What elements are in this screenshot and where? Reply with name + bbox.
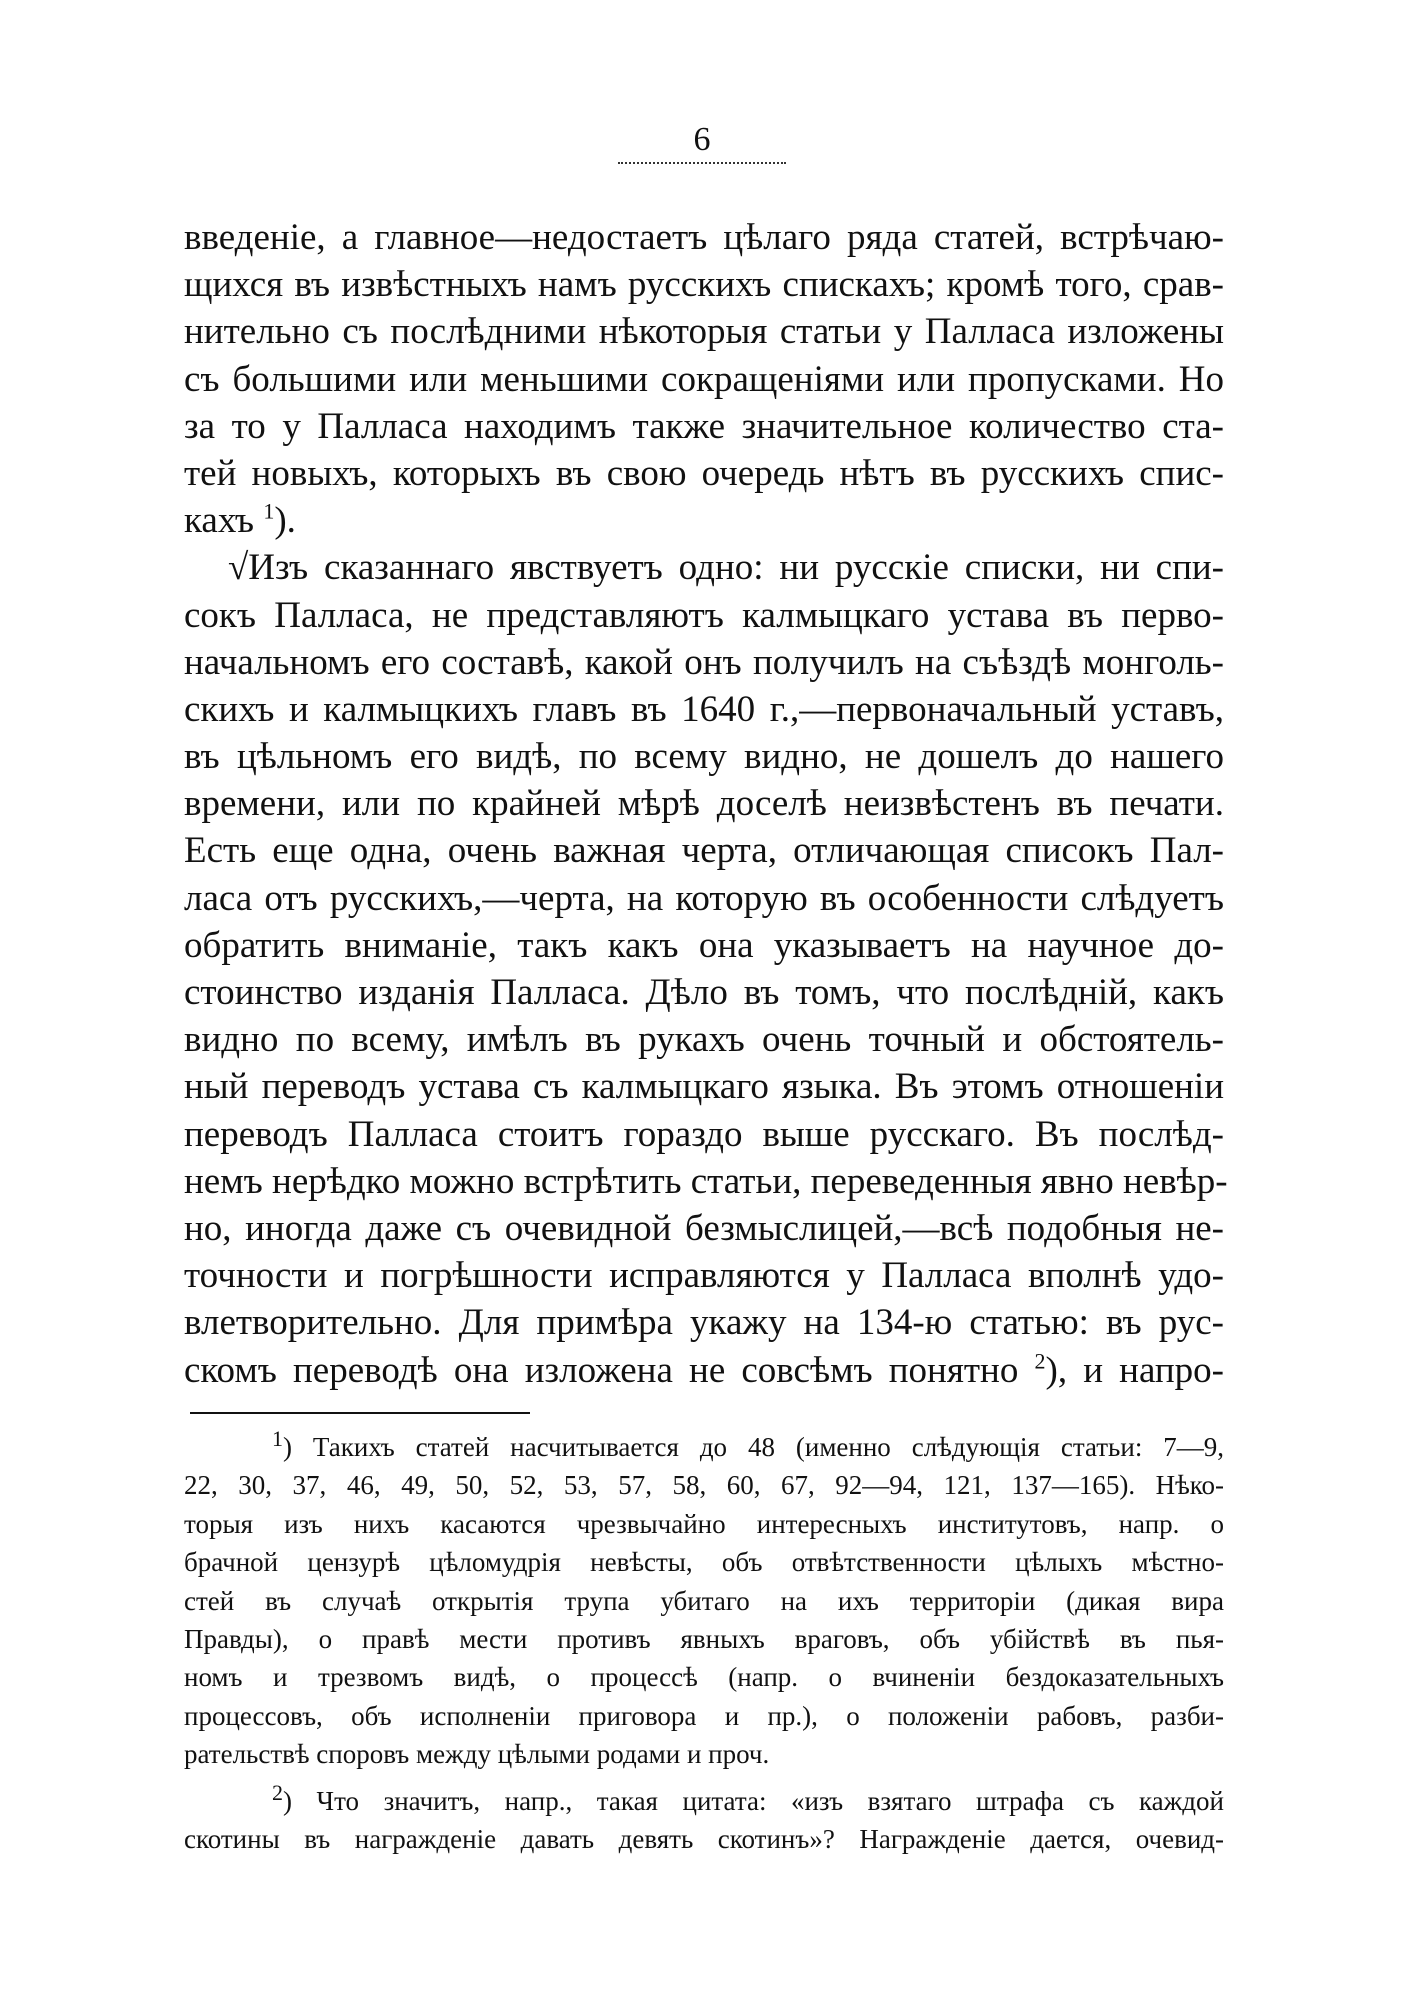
text-fragment: ).: [274, 500, 296, 542]
text-line-last: [184, 497, 1224, 544]
body-text: [184, 214, 1228, 1394]
paragraph-1: [184, 214, 1224, 544]
footnote-line: торыя изъ нихъ касаются чрезвычайно интересныхъ институтовъ, напр. о: [184, 1508, 1224, 1539]
text-line: видно по всему, имѣлъ въ рукахъ очень точный и обстоятель-: [184, 1019, 1224, 1061]
page-number: 6: [693, 121, 711, 158]
footnote-line: процессовъ, объ исполненіи приговора и пр.), о положеніи рабовъ, разби-: [184, 1700, 1224, 1731]
paragraph-2: [184, 544, 1228, 1393]
text-fragment: ), и напро-: [1045, 1349, 1225, 1391]
text-line: влетворительно. Для примѣра укажу на 134-ю статью: въ рус-: [184, 1302, 1224, 1344]
footnote-ref-2: 2: [1034, 1348, 1046, 1374]
text-line: за то у Палласа находимъ также значительное количество ста-: [184, 405, 1224, 447]
footnote-line: Правды), о правѣ мести противъ явныхъ враговъ, объ убійствѣ въ пья-: [184, 1623, 1224, 1654]
text-line: обратить вниманіе, такъ какъ она указываетъ на научное до-: [184, 924, 1224, 966]
footnote-line: скотины въ награжденіе давать девять скотинъ»? Награжденіе дается, очевид-: [184, 1823, 1224, 1854]
text-line: скихъ и калмыцкихъ главъ въ 1640 г.,—первоначальный уставъ,: [184, 688, 1224, 730]
text-line: нительно съ послѣдними нѣкоторыя статьи у Палласа изложены: [184, 311, 1224, 353]
text-line: ласа отъ русскихъ,—черта, на которую въ особенности слѣдуетъ: [184, 877, 1224, 919]
footnote-line: брачной цензурѣ цѣломудрія невѣсты, объ отвѣтственности цѣлыхъ мѣстно-: [184, 1547, 1224, 1578]
footnotes: [184, 1428, 1224, 1858]
footnote-line: стей въ случаѣ открытія трупа убитаго на ихъ территоріи (дикая вира: [184, 1585, 1224, 1616]
footnote-1: [184, 1428, 1224, 1774]
footnote-mark-2: 2: [272, 1779, 283, 1805]
text-line: времени, или по крайней мѣрѣ доселѣ неизвѣстенъ въ печати.: [184, 783, 1224, 825]
text-line: тей новыхъ, которыхъ въ свою очередь нѣтъ въ русскихъ спис-: [184, 452, 1224, 494]
footnote-line: 22, 30, 37, 46, 49, 50, 52, 53, 57, 58, 60, 67, 92—94, 121, 137—165). Нѣко-: [184, 1470, 1224, 1501]
text-line: начальномъ его составѣ, какой онъ получилъ на съѣздѣ монголь-: [184, 641, 1224, 683]
text-line: въ цѣльномъ его видѣ, по всему видно, не дошелъ до нашего: [184, 736, 1224, 778]
text-fragment: скомъ переводѣ она изложена не совсѣмъ понятно: [184, 1349, 1019, 1391]
text-line: переводъ Палласа стоитъ гораздо выше русскаго. Въ послѣд-: [184, 1113, 1224, 1155]
text-line: [184, 1347, 1224, 1394]
footnote-rule: [190, 1412, 530, 1414]
header-rule: [618, 162, 786, 164]
footnote-line: рательствѣ споровъ между цѣлыми родами и проч.: [184, 1739, 770, 1770]
text-line: √Изъ сказаннаго явствуетъ одно: ни русскіе списки, ни спи-: [228, 547, 1224, 589]
text-fragment: кахъ: [184, 500, 255, 542]
text-line: но, иногда даже съ очевидной безмыслицей,—всѣ подобныя не-: [184, 1207, 1224, 1249]
text-line: немъ нерѣдко можно встрѣтить статьи, переведенныя явно невѣр-: [184, 1160, 1228, 1202]
footnote-line: [184, 1428, 1224, 1466]
text-line: точности и погрѣшности исправляются у Палласа вполнѣ удо-: [184, 1255, 1224, 1297]
text-fragment: ) Что значитъ, напр., такая цитата: «изъ взятаго штрафа съ каждой: [283, 1785, 1224, 1816]
text-line: съ большими или меньшими сокращеніями или пропусками. Но: [184, 358, 1224, 400]
text-line: ный переводъ устава съ калмыцкаго языка. Въ этомъ отношеніи: [184, 1066, 1224, 1108]
footnote-gap: [184, 1774, 1224, 1782]
footnote-ref-1: 1: [263, 498, 275, 524]
text-line: Есть еще одна, очень важная черта, отличающая списокъ Пал-: [184, 830, 1224, 872]
text-line: введеніе, а главное—недостаетъ цѣлаго ряда статей, встрѣчаю-: [184, 217, 1224, 258]
text-line: стоинство изданія Палласа. Дѣло въ томъ, что послѣдній, какъ: [184, 972, 1224, 1013]
text-fragment: ) Такихъ статей насчитывается до 48 (именно слѣдующія статьи: 7—9,: [283, 1432, 1224, 1462]
text-line: сокъ Палласа, не представляютъ калмыцкаго устава въ перво-: [184, 594, 1224, 636]
footnote-line: [184, 1779, 1224, 1820]
text-line: щихся въ извѣстныхъ намъ русскихъ спискахъ; кромѣ того, срав-: [184, 264, 1224, 306]
footnote-line: номъ и трезвомъ видѣ, о процессѣ (напр. о вчиненіи бездоказательныхъ: [184, 1662, 1224, 1693]
footnote-mark-1: 1: [272, 1426, 283, 1451]
footnote-2: [184, 1779, 1224, 1859]
